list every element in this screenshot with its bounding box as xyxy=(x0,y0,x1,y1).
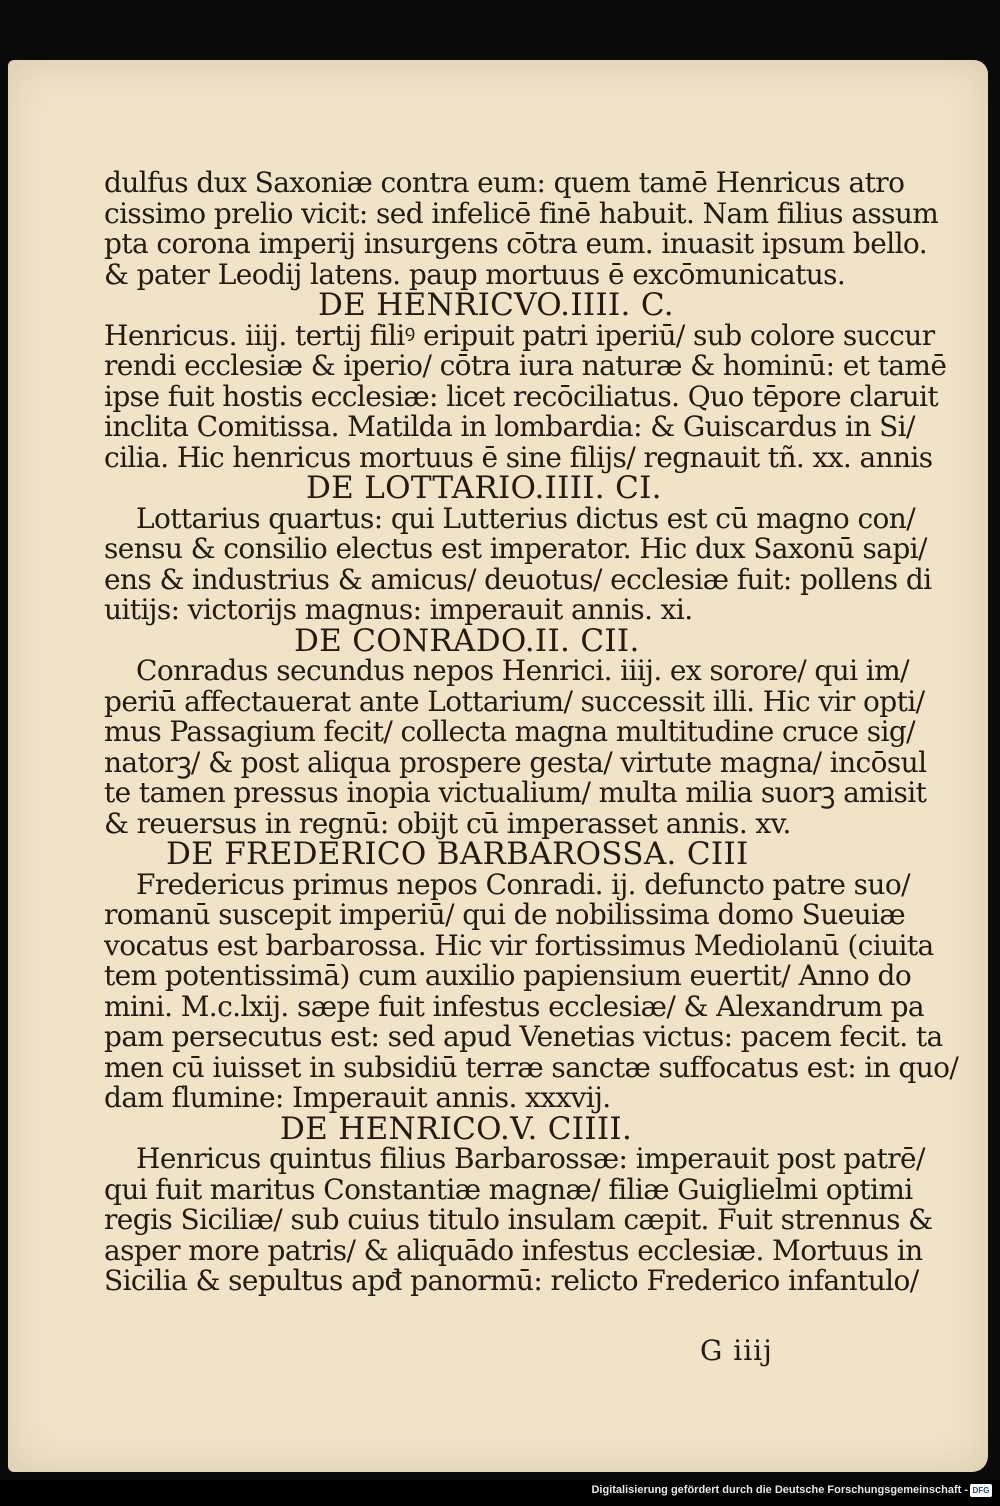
text-line: Sicilia & sepultus apđ panormū: relicto Frederico infantulo/ xyxy=(104,1264,919,1297)
text-line: ens & industrius & amicus/ deuotus/ ecclesiæ fuit: pollens di xyxy=(104,562,932,596)
text-line: tem potentissimā) cum auxilio papiensium euertit/ Anno do xyxy=(104,959,912,992)
text-line: men cū iuisset in subsidiū terræ sanctæ suffocatus est: in quo/ xyxy=(104,1050,959,1084)
text-line: dulfus dux Saxoniæ contra eum: quem tamē Henricus atro xyxy=(104,166,905,199)
text-line: pta corona imperij insurgens cōtra eum. inuasit ipsum bello. xyxy=(104,227,927,260)
text-line: cilia. Hic henricus mortuus ē sine filijs/ regnauit tñ. xx. annis xyxy=(104,440,933,474)
text-line: qui fuit maritus Constantiæ magnæ/ filiæ Guiglielmi optimi xyxy=(104,1172,913,1206)
text-line: periū affectauerat ante Lottarium/ successit illi. Hic vir opti/ xyxy=(104,684,925,718)
section-heading: DE FREDERICO BARBAROSSA. CIII xyxy=(166,836,749,872)
text-line: Henricus. iiij. tertij filiꝰ eripuit patri iperiū/ sub colore succur xyxy=(104,318,935,352)
text-line: & pater Leodij latens. paup mortuus ē excōmunicatus. xyxy=(104,257,846,291)
text-line: ipse fuit hostis ecclesiæ: licet recōciliatus. Quo tēpore claruit xyxy=(104,379,939,413)
text-line: asper more patris/ & aliquādo infestus ecclesiæ. Mortuus in xyxy=(104,1233,923,1267)
section-heading: DE CONRADO.II. CII. xyxy=(294,622,640,659)
signature-mark: G iiij xyxy=(700,1334,773,1367)
text-line: & reuersus in regnū: obijt cū imperasset annis. xv. xyxy=(104,806,791,840)
text-line: pam persecutus est: sed apud Venetias victus: pacem fecit. ta xyxy=(104,1020,943,1053)
text-line: inclita Comitissa. Matilda in lombardia: & Guiscardus in Si/ xyxy=(104,410,915,443)
text-line: Henricus quintus filius Barbarossæ: imperauit post patrē/ xyxy=(136,1142,925,1175)
text-line: rendi ecclesiæ & iperio/ cōtra iura naturæ & hominū: et tamē xyxy=(104,349,947,382)
text-line: dam flumine: Imperauit annis. xxxvij. xyxy=(104,1081,611,1114)
text-line: uitijs: victorijs magnus: imperauit annis. xi. xyxy=(104,593,693,626)
text-line: Lottarius quartus: qui Lutterius dictus est cū magno con/ xyxy=(136,501,916,535)
text-line: mus Passagium fecit/ collecta magna multitudine cruce sig/ xyxy=(104,715,915,748)
book-page xyxy=(8,60,988,1472)
funding-notice: Digitalisierung gefördert durch die Deutsche Forschungsgemeinschaft - xyxy=(591,1484,968,1496)
footer-bar xyxy=(0,1480,1000,1506)
section-heading: DE HENRICVO.IIII. C. xyxy=(318,287,674,323)
section-heading: DE LOTTARIO.IIII. CI. xyxy=(306,470,662,506)
text-line: te tamen pressus inopia victualium/ multa milia suorꝫ amisit xyxy=(104,776,927,809)
text-line: cissimo prelio vicit: sed infelicē finē habuit. Nam filius assum xyxy=(104,196,939,230)
text-line: mini. M.c.lxij. sæpe fuit infestus ecclesiæ/ & Alexandrum pa xyxy=(104,989,924,1023)
section-heading: DE HENRICO.V. CIIII. xyxy=(280,1110,633,1147)
text-line: romanū suscepit imperiū/ qui de nobilissima domo Sueuiæ xyxy=(104,898,906,931)
text-line: sensu & consilio electus est imperator. Hic dux Saxonū sapi/ xyxy=(104,532,927,565)
text-line: vocatus est barbarossa. Hic vir fortissimus Mediolanū (ciuita xyxy=(104,928,934,962)
text-line: Fredericus primus nepos Conradi. ij. defuncto patre suo/ xyxy=(136,867,910,901)
text-line: Conradus secundus nepos Henrici. iiij. ex sorore/ qui im/ xyxy=(136,654,909,687)
text-line: natorꝫ/ & post aliqua prospere gesta/ virtute magna/ incōsul xyxy=(104,745,927,779)
dfg-logo-icon: DFG xyxy=(970,1484,992,1497)
page-text xyxy=(104,166,959,1297)
text-line: regis Siciliæ/ sub cuius titulo insulam cæpit. Fuit strennus & xyxy=(104,1203,933,1236)
